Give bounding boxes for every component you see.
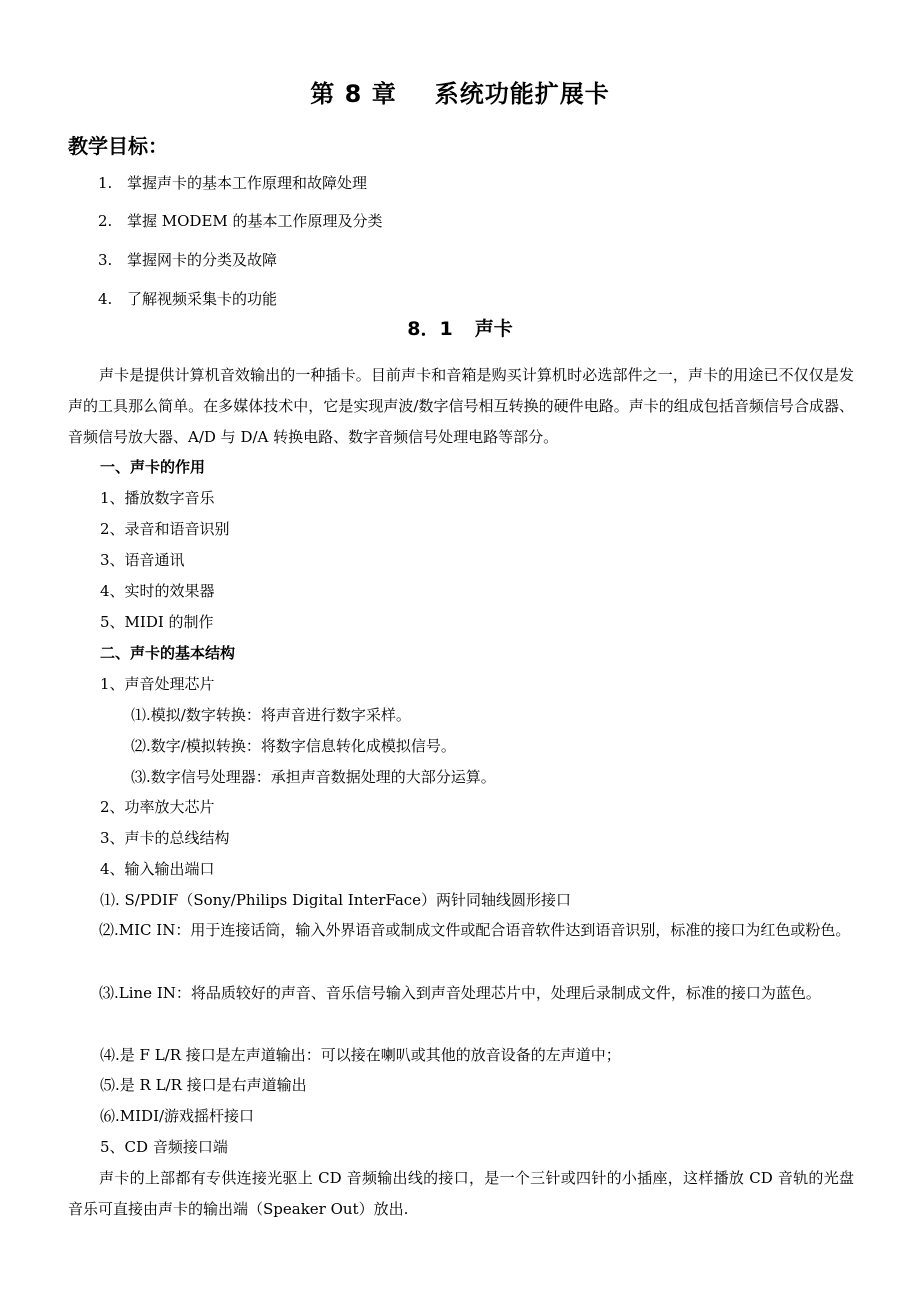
role-heading: 一、声卡的作用 — [100, 458, 206, 476]
role-item: 1、播放数字音乐 — [100, 489, 215, 507]
cd-paragraph: 声卡的上部都有专供连接光驱上 CD 音频输出线的接口，是一个三针或四针的小插座，这样播放 CD 音轨的光盘音乐可直接由声卡的输出端（Speaker Out）放出. — [68, 1169, 854, 1218]
chapter-name: 系统功能扩展卡 — [434, 80, 610, 108]
structure-item: 4、输入输出端口 — [100, 860, 215, 878]
chip-sub-item: ⑵.数字/模拟转换：将数字信息转化成模拟信号。 — [131, 737, 456, 755]
port-item: ⑶.Line IN：将品质较好的声音、音乐信号输入到声音处理芯片中，处理后录制成文件，标准的接口为蓝色。 — [99, 984, 821, 1002]
section-number: 8．1 — [407, 318, 453, 340]
structure-item: 1、声音处理芯片 — [100, 675, 215, 693]
objective-item: 2. 掌握 MODEM 的基本工作原理及分类 — [98, 212, 383, 230]
section-name: 声卡 — [474, 318, 513, 340]
intro-paragraph: 声卡是提供计算机音效输出的一种插卡。目前声卡和音箱是购买计算机时必选部件之一，声卡的用途已不仅仅是发声的工具那么简单。在多媒体技术中，它是实现声波/数字信号相互转换的硬件电路。声卡的组成包括音频信号合成器、音频信号放大器、A/D 与 D/A 转换电路、数字音频信号处理电路等部分。 — [68, 366, 854, 446]
objectives-heading: 教学目标： — [68, 134, 168, 158]
role-item: 3、语音通讯 — [100, 551, 185, 569]
role-item: 2、录音和语音识别 — [100, 520, 230, 538]
objective-item: 3. 掌握网卡的分类及故障 — [98, 251, 278, 269]
port-item: ⑹.MIDI/游戏摇杆接口 — [100, 1107, 255, 1125]
port-item: ⑵.MIC IN：用于连接话筒，输入外界语音或制成文件或配合语音软件达到语音识别，标准的接口为红色或粉色。 — [99, 921, 851, 939]
port-item: ⑴. S/PDIF（Sony/Philips Digital InterFace）两针同轴线圆形接口 — [100, 891, 572, 909]
role-item: 5、MIDI 的制作 — [100, 613, 214, 631]
port-item: ⑸.是 R L/R 接口是右声道输出 — [100, 1076, 307, 1094]
chip-sub-item: ⑶.数字信号处理器：承担声音数据处理的大部分运算。 — [131, 768, 496, 786]
chip-sub-item: ⑴.模拟/数字转换：将声音进行数字采样。 — [131, 706, 411, 724]
role-item: 4、实时的效果器 — [100, 582, 215, 600]
structure-item: 2、功率放大芯片 — [100, 798, 215, 816]
section-title — [0, 314, 920, 341]
structure-heading: 二、声卡的基本结构 — [100, 644, 236, 662]
structure-item: 3、声卡的总线结构 — [100, 829, 230, 847]
structure-item: 5、CD 音频接口端 — [100, 1138, 228, 1156]
chapter-title — [0, 74, 920, 109]
objective-item: 4. 了解视频采集卡的功能 — [98, 290, 278, 308]
chapter-label: 第 8 章 — [310, 80, 397, 108]
objective-item: 1. 掌握声卡的基本工作原理和故障处理 — [98, 174, 368, 192]
port-item: ⑷.是 F L/R 接口是左声道输出：可以接在喇叭或其他的放音设备的左声道中； — [100, 1046, 621, 1064]
